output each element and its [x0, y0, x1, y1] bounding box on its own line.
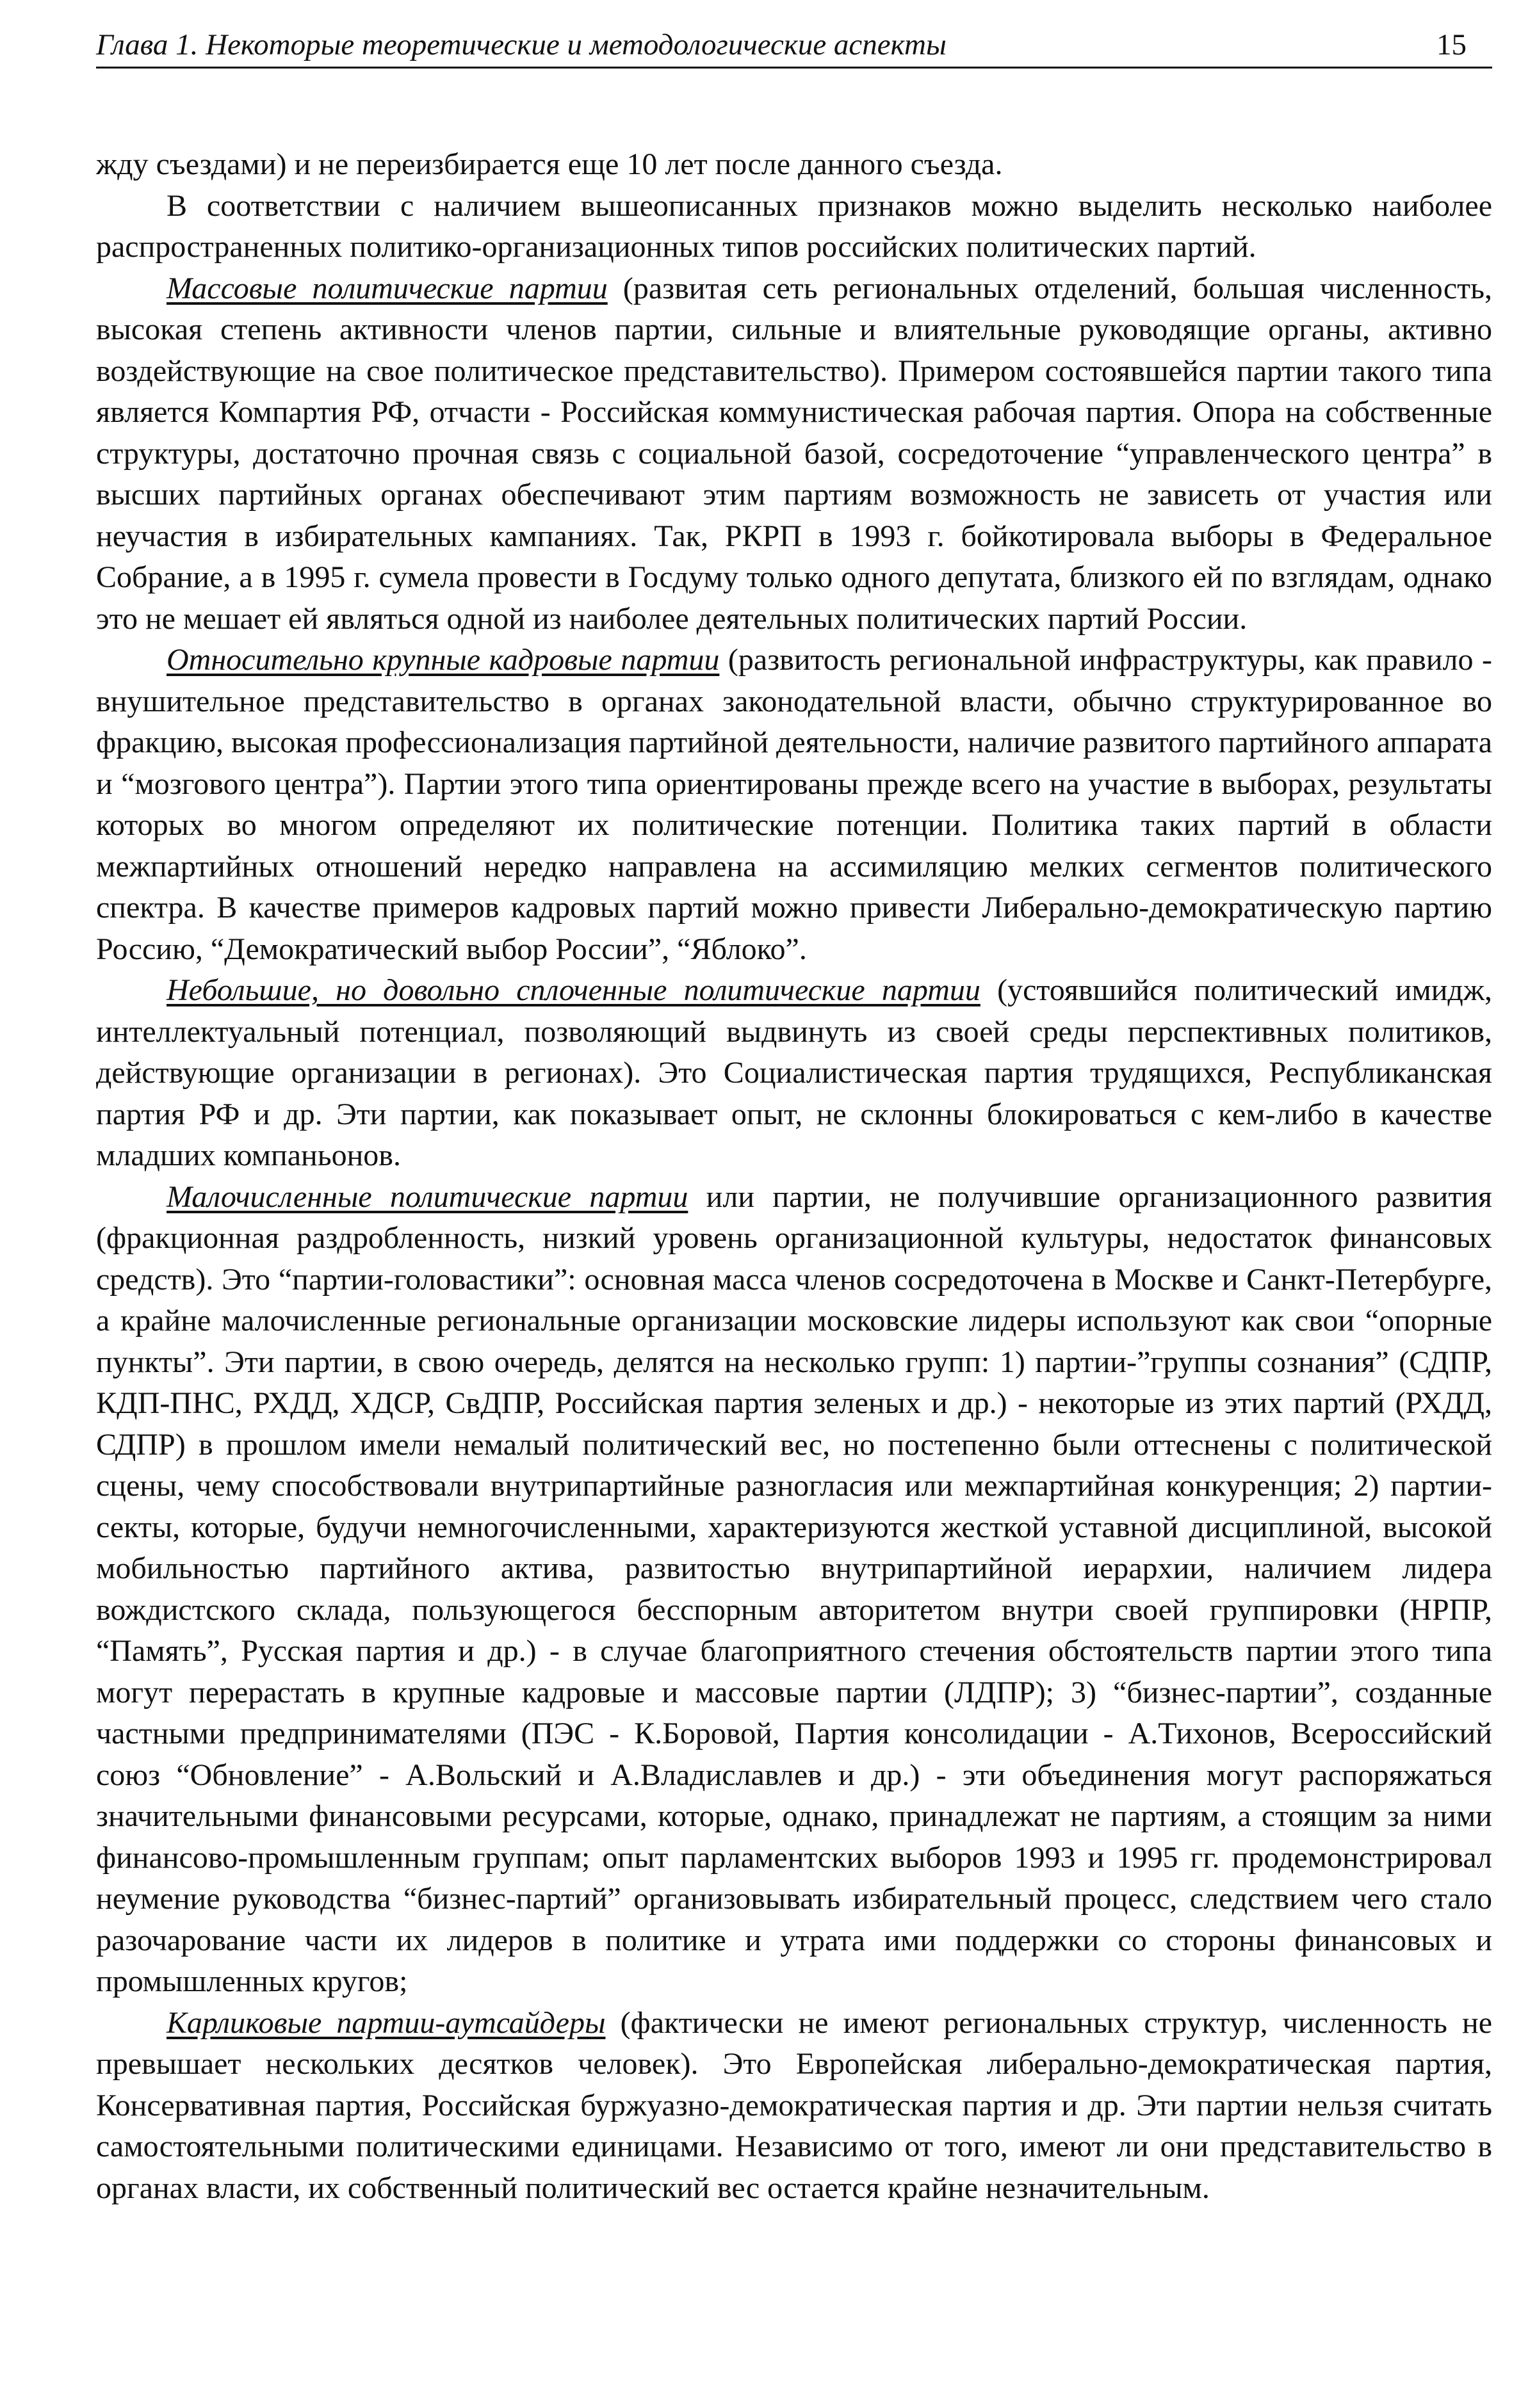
paragraph-small-cohesive-parties [96, 970, 1492, 1177]
paragraph-minor-parties [96, 1177, 1492, 2003]
term-dwarf-parties: Карликовые партии-аутсайдеры [167, 2005, 606, 2040]
body-text [96, 144, 1492, 2209]
page-number: 15 [1436, 28, 1467, 61]
term-minor-parties: Малочисленные политические партии [167, 1179, 688, 1214]
paragraph-dwarf-parties [96, 2003, 1492, 2210]
paragraph-text: В соответствии с наличием вышеописанных признаков можно выделить несколько наиболее распространенных политико-организационных типов российских политических партий. [96, 188, 1492, 264]
paragraph-text: (устоявшийся политический имидж, интеллектуальный потенциал, позволяющий выдвинуть из своей среды перспективных политиков, действующие организации в регионах). Это Социалистическая партия трудящихся, Республиканская партия РФ и др. Эти партии, как показывает опыт, не склонны блокироваться с кем-либо в качестве младших компаньонов. [96, 973, 1493, 1172]
paragraph-text: (фактически не имеют региональных структур, численность не превышает нескольких десятков человек). Это Европейская либерально-демократическая партия, Консервативная партия, Российская буржуазно-демократическая партия и др. Эти партии нельзя считать самостоятельными политическими единицами. Независимо от того, имеют ли они представительство в органах власти, их собственный политический вес остается крайне незначительным. [96, 2005, 1492, 2205]
paragraph-continuation [96, 144, 1492, 186]
paragraph-text: (развитая сеть региональных отделений, большая численность, высокая степень активности членов партии, сильные и влиятельные руководящие органы, активно воздействующие на свое политическое представительство). Примером состоявшейся партии такого типа является Компартия РФ, отчасти - Российская коммунистическая рабочая партия. Опора на собственные структуры, достаточно прочная связь с социальной базой, сосредоточение “управленческого центра” в высших партийных органах обеспечивают этим партиям возможность не зависеть от участия или неучастия в избирательных кампаниях. Так, РКРП в 1993 г. бойкотировала выборы в Федеральное Собрание, а в 1995 г. сумела провести в Госдуму только одного депутата, близкого ей по взглядам, однако это не мешает ей являться одной из наиболее деятельных политических партий России. [96, 271, 1492, 636]
term-small-cohesive-parties: Небольшие, но довольно сплоченные политические партии [167, 973, 980, 1007]
paragraph-text: или партии, не получившие организационного развития (фракционная раздробленность, низкий уровень организационной культуры, недостаток финансовых средств). Это “партии-головастики”: основная масса членов сосредоточена в Москве и Санкт-Петербурге, а крайне малочисленные региональные организации московские лидеры используют как свои “опорные пункты”. Эти партии, в свою очередь, делятся на несколько групп: 1) партии-”группы сознания” (СДПР, КДП-ПНС, РХДД, ХДСР, СвДПР, Российская партия зеленых и др.) - некоторые из этих партий (РХДД, СДПР) в прошлом имели немалый политический вес, но постепенно были оттеснены с политической сцены, чему способствовали внутрипартийные разногласия или межпартийная конкуренция; 2) партии-секты, которые, будучи немногочисленными, характеризуются жесткой уставной дисциплиной, высокой мобильностью партийного актива, развитостью внутрипартийной иерархии, наличием лидера вождистского склада, пользующегося бесспорным авторитетом внутри своей группировки (НРПР, “Память”, Русская партия и др.) - в случае благоприятного стечения обстоятельств партии этого типа могут перерастать в крупные кадровые и массовые партии (ЛДПР); 3) “бизнес-партии”, созданные частными предпринимателями (ПЭС - К.Боровой, Партия консолидации - А.Тихонов, Всероссийский союз “Обновление” - А.Вольский и А.Владиславлев и др.) - эти объединения могут распоряжаться значительными финансовыми ресурсами, которые, однако, принадлежат не партиям, а стоящим за ними финансово-промышленным группам; опыт парламентских выборов 1993 и 1995 гг. продемонстрировал неумение руководства “бизнес-партий” организовывать избирательный процесс, следствием чего стало разочарование части их лидеров в политике и утрата ими поддержки со стороны финансовых и промышленных кругов; [96, 1179, 1492, 1998]
chapter-title: Глава 1. Некоторые теоретические и методологические аспекты [96, 28, 947, 61]
paragraph-text: жду съездами) и не переизбирается еще 10 лет после данного съезда. [96, 147, 1003, 181]
term-cadre-parties: Относительно крупные кадровые партии [167, 643, 720, 677]
term-mass-parties: Массовые политические партии [167, 271, 608, 305]
paragraph-text: (развитость региональной инфраструктуры, как правило - внушительное представительство в органах законодательной власти, обычно структурированное во фракцию, высокая профессионализация партийной деятельности, наличие развитого партийного аппарата и “мозгового центра”). Партии этого типа ориентированы прежде всего на участие в выборах, результаты которых во многом определяют их политические потенции. Политика таких партий в области межпартийных отношений нередко направлена на ассимиляцию мелких сегментов политического спектра. В качестве примеров кадровых партий можно привести Либерально-демократическую партию Россию, “Демократический выбор России”, “Яблоко”. [96, 643, 1492, 966]
running-header [96, 26, 1492, 69]
book-page [96, 26, 1492, 2209]
paragraph-mass-parties [96, 268, 1492, 640]
paragraph-intro [96, 186, 1492, 268]
paragraph-cadre-parties [96, 640, 1492, 970]
